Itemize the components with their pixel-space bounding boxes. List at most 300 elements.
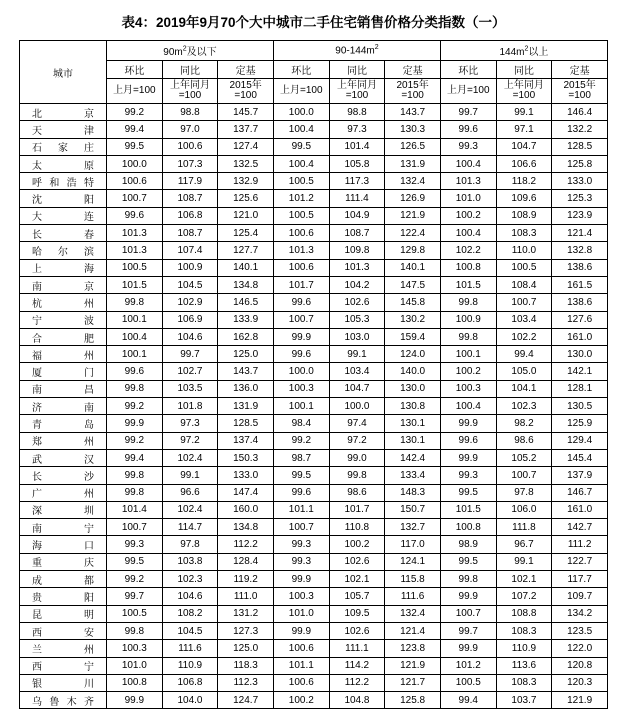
value-cell: 99.8 (107, 294, 163, 311)
city-name: 呼和浩特 (32, 177, 94, 189)
value-cell: 103.8 (162, 553, 218, 570)
city-name: 哈尔滨 (32, 247, 94, 259)
value-cell: 101.2 (273, 190, 329, 207)
city-name: 南宁 (32, 523, 94, 535)
value-cell: 101.3 (329, 259, 385, 276)
value-cell: 132.4 (385, 605, 441, 622)
value-cell: 101.5 (440, 276, 496, 293)
table-row (20, 674, 608, 691)
value-cell: 112.3 (218, 674, 274, 691)
header-group-1-pre: 90-144m (335, 45, 375, 57)
value-cell: 132.5 (218, 155, 274, 172)
value-cell: 99.6 (107, 207, 163, 224)
value-cell: 97.2 (162, 432, 218, 449)
value-cell: 97.3 (162, 415, 218, 432)
value-cell: 131.2 (218, 605, 274, 622)
city-name-cell (20, 657, 107, 674)
value-cell: 99.5 (440, 553, 496, 570)
table-row (20, 155, 608, 172)
value-cell: 100.6 (273, 225, 329, 242)
value-cell: 108.9 (496, 207, 552, 224)
value-cell: 102.6 (329, 294, 385, 311)
value-cell: 127.7 (218, 242, 274, 259)
value-cell: 103.4 (496, 311, 552, 328)
value-cell: 145.7 (218, 104, 274, 121)
city-name-cell (20, 155, 107, 172)
header-sub-0-1: 同比 (162, 61, 218, 79)
value-cell: 101.7 (329, 501, 385, 518)
value-cell: 104.0 (162, 692, 218, 709)
value-cell: 99.9 (440, 415, 496, 432)
table-row (20, 225, 608, 242)
table-header (20, 41, 608, 104)
table-row (20, 173, 608, 190)
table-row (20, 449, 608, 466)
value-cell: 99.5 (440, 484, 496, 501)
value-cell: 111.8 (496, 519, 552, 536)
city-name: 杭州 (32, 298, 94, 310)
city-name: 兰州 (32, 644, 94, 656)
table-row (20, 415, 608, 432)
value-cell: 142.1 (552, 363, 608, 380)
value-cell: 100.5 (273, 207, 329, 224)
value-cell: 146.5 (218, 294, 274, 311)
value-cell: 99.8 (107, 380, 163, 397)
value-cell: 99.5 (273, 467, 329, 484)
value-cell: 134.8 (218, 519, 274, 536)
value-cell: 104.1 (496, 380, 552, 397)
value-cell: 124.7 (218, 692, 274, 709)
value-cell: 99.9 (273, 571, 329, 588)
value-cell: 99.2 (107, 398, 163, 415)
table-row (20, 605, 608, 622)
value-cell: 99.6 (107, 363, 163, 380)
value-cell: 110.0 (496, 242, 552, 259)
value-cell: 106.8 (162, 207, 218, 224)
value-cell: 129.4 (552, 432, 608, 449)
city-name-cell (20, 622, 107, 639)
value-cell: 100.9 (440, 311, 496, 328)
value-cell: 133.9 (218, 311, 274, 328)
value-cell: 133.0 (552, 173, 608, 190)
value-cell: 106.8 (162, 674, 218, 691)
value-cell: 147.4 (218, 484, 274, 501)
city-name: 银川 (32, 679, 94, 691)
value-cell: 130.3 (385, 121, 441, 138)
city-name: 武汉 (32, 454, 94, 466)
value-cell: 99.8 (107, 467, 163, 484)
table-row (20, 588, 608, 605)
value-cell: 99.1 (162, 467, 218, 484)
value-cell: 138.6 (552, 259, 608, 276)
value-cell: 125.8 (385, 692, 441, 709)
value-cell: 122.0 (552, 640, 608, 657)
value-cell: 121.4 (552, 225, 608, 242)
value-cell: 162.8 (218, 328, 274, 345)
value-cell: 99.9 (273, 622, 329, 639)
value-cell: 104.9 (329, 207, 385, 224)
value-cell: 98.8 (162, 104, 218, 121)
value-cell: 100.0 (273, 363, 329, 380)
value-cell: 117.9 (162, 173, 218, 190)
value-cell: 107.3 (162, 155, 218, 172)
header-sub-2-2: 定基 (552, 61, 608, 79)
value-cell: 98.7 (273, 449, 329, 466)
city-name: 成都 (32, 575, 94, 587)
value-cell: 127.3 (218, 622, 274, 639)
value-cell: 132.8 (552, 242, 608, 259)
city-name: 西安 (32, 627, 94, 639)
value-cell: 133.4 (385, 467, 441, 484)
table-row (20, 501, 608, 518)
header-group-0-post: 及以下 (186, 47, 217, 58)
value-cell: 99.2 (273, 432, 329, 449)
value-cell: 100.2 (440, 363, 496, 380)
value-cell: 100.7 (496, 294, 552, 311)
city-name: 宁波 (32, 316, 94, 328)
value-cell: 102.3 (162, 571, 218, 588)
value-cell: 134.2 (552, 605, 608, 622)
value-cell: 104.7 (329, 380, 385, 397)
value-cell: 99.7 (107, 588, 163, 605)
value-cell: 99.8 (440, 294, 496, 311)
value-cell: 107.4 (162, 242, 218, 259)
city-name-cell (20, 294, 107, 311)
header-group-2-post: 以上 (528, 47, 549, 58)
header-base-2-2: 2015年=100 (552, 79, 608, 104)
table-row (20, 363, 608, 380)
value-cell: 97.3 (329, 121, 385, 138)
value-cell: 109.6 (496, 190, 552, 207)
value-cell: 102.4 (162, 449, 218, 466)
value-cell: 99.3 (273, 536, 329, 553)
value-cell: 128.4 (218, 553, 274, 570)
header-group-0-sup: 2 (182, 45, 187, 53)
city-name-cell (20, 207, 107, 224)
value-cell: 100.6 (273, 640, 329, 657)
value-cell: 123.9 (552, 207, 608, 224)
value-cell: 150.7 (385, 501, 441, 518)
city-name: 西宁 (32, 662, 94, 674)
city-name: 青岛 (32, 419, 94, 431)
value-cell: 97.1 (496, 121, 552, 138)
value-cell: 99.5 (107, 138, 163, 155)
header-group-1-sup: 2 (374, 44, 379, 52)
city-name: 厦门 (32, 368, 94, 380)
table-row (20, 311, 608, 328)
header-base-1-2: 2015年=100 (385, 79, 441, 104)
value-cell: 100.4 (107, 328, 163, 345)
value-cell: 127.6 (552, 311, 608, 328)
header-sub-1-2: 定基 (385, 61, 441, 79)
value-cell: 124.1 (385, 553, 441, 570)
value-cell: 130.5 (552, 398, 608, 415)
city-name: 深圳 (32, 506, 94, 518)
value-cell: 100.1 (273, 398, 329, 415)
value-cell: 108.3 (496, 225, 552, 242)
value-cell: 99.6 (273, 484, 329, 501)
value-cell: 124.0 (385, 346, 441, 363)
table-row (20, 294, 608, 311)
value-cell: 108.3 (496, 622, 552, 639)
value-cell: 99.5 (107, 553, 163, 570)
value-cell: 125.0 (218, 640, 274, 657)
value-cell: 99.9 (107, 415, 163, 432)
table-row (20, 657, 608, 674)
city-name-cell (20, 605, 107, 622)
value-cell: 105.2 (496, 449, 552, 466)
city-name-cell (20, 501, 107, 518)
value-cell: 99.4 (107, 121, 163, 138)
value-cell: 125.8 (552, 155, 608, 172)
value-cell: 99.3 (440, 467, 496, 484)
value-cell: 142.4 (385, 449, 441, 466)
city-name-cell (20, 242, 107, 259)
city-name: 重庆 (32, 558, 94, 570)
table-row (20, 346, 608, 363)
value-cell: 136.0 (218, 380, 274, 397)
value-cell: 130.0 (385, 380, 441, 397)
table-row (20, 692, 608, 709)
value-cell: 102.6 (329, 553, 385, 570)
value-cell: 103.0 (329, 328, 385, 345)
value-cell: 131.9 (385, 155, 441, 172)
header-group-2-pre: 144m (499, 47, 525, 58)
value-cell: 111.6 (162, 640, 218, 657)
city-name-cell (20, 138, 107, 155)
value-cell: 102.9 (162, 294, 218, 311)
value-cell: 118.3 (218, 657, 274, 674)
value-cell: 129.8 (385, 242, 441, 259)
city-name: 沈阳 (32, 195, 94, 207)
value-cell: 146.7 (552, 484, 608, 501)
city-name: 上海 (32, 264, 94, 276)
header-sub-0-0: 环比 (107, 61, 163, 79)
city-name: 长春 (32, 229, 94, 241)
value-cell: 100.3 (273, 380, 329, 397)
header-group-1 (273, 41, 440, 61)
value-cell: 100.5 (107, 605, 163, 622)
city-name-cell (20, 380, 107, 397)
value-cell: 97.2 (329, 432, 385, 449)
value-cell: 108.7 (162, 190, 218, 207)
value-cell: 104.5 (162, 622, 218, 639)
table-row (20, 622, 608, 639)
header-row-groups (20, 41, 608, 61)
value-cell: 100.3 (273, 588, 329, 605)
value-cell: 100.7 (496, 467, 552, 484)
value-cell: 108.3 (496, 674, 552, 691)
table-row (20, 138, 608, 155)
value-cell: 101.0 (107, 657, 163, 674)
value-cell: 102.3 (496, 398, 552, 415)
value-cell: 100.6 (107, 173, 163, 190)
value-cell: 130.2 (385, 311, 441, 328)
value-cell: 99.6 (440, 432, 496, 449)
value-cell: 100.8 (440, 259, 496, 276)
value-cell: 123.5 (552, 622, 608, 639)
value-cell: 159.4 (385, 328, 441, 345)
city-name: 海口 (32, 541, 94, 553)
value-cell: 101.4 (329, 138, 385, 155)
header-row-subs (20, 61, 608, 79)
table-row (20, 398, 608, 415)
value-cell: 134.8 (218, 276, 274, 293)
value-cell: 103.7 (496, 692, 552, 709)
value-cell: 123.8 (385, 640, 441, 657)
header-group-2 (440, 41, 607, 61)
city-name-cell (20, 467, 107, 484)
value-cell: 100.4 (440, 398, 496, 415)
value-cell: 114.7 (162, 519, 218, 536)
header-base-0-0: 上月=100 (107, 79, 163, 104)
value-cell: 128.1 (552, 380, 608, 397)
value-cell: 100.1 (107, 346, 163, 363)
value-cell: 131.9 (218, 398, 274, 415)
table-row (20, 484, 608, 501)
value-cell: 130.8 (385, 398, 441, 415)
value-cell: 161.0 (552, 501, 608, 518)
city-name-cell (20, 173, 107, 190)
value-cell: 125.4 (218, 225, 274, 242)
value-cell: 137.7 (218, 121, 274, 138)
value-cell: 145.8 (385, 294, 441, 311)
value-cell: 97.0 (162, 121, 218, 138)
value-cell: 101.3 (107, 225, 163, 242)
value-cell: 109.8 (329, 242, 385, 259)
value-cell: 128.5 (552, 138, 608, 155)
city-name: 石家庄 (32, 143, 94, 155)
value-cell: 99.6 (273, 346, 329, 363)
city-name-cell (20, 692, 107, 709)
city-name: 贵阳 (32, 592, 94, 604)
value-cell: 100.4 (273, 155, 329, 172)
city-name: 福州 (32, 350, 94, 362)
value-cell: 99.4 (440, 692, 496, 709)
value-cell: 99.2 (107, 104, 163, 121)
value-cell: 160.0 (218, 501, 274, 518)
value-cell: 99.3 (440, 138, 496, 155)
value-cell: 101.1 (273, 501, 329, 518)
header-group-2-sup: 2 (524, 45, 529, 53)
table-row (20, 242, 608, 259)
value-cell: 110.8 (329, 519, 385, 536)
value-cell: 99.0 (329, 449, 385, 466)
header-base-1-0: 上月=100 (273, 79, 329, 104)
value-cell: 103.4 (329, 363, 385, 380)
value-cell: 100.6 (273, 259, 329, 276)
value-cell: 108.7 (329, 225, 385, 242)
value-cell: 99.8 (440, 328, 496, 345)
value-cell: 100.4 (273, 121, 329, 138)
value-cell: 98.8 (329, 104, 385, 121)
value-cell: 104.7 (496, 138, 552, 155)
city-name-cell (20, 519, 107, 536)
value-cell: 103.5 (162, 380, 218, 397)
value-cell: 99.6 (273, 294, 329, 311)
value-cell: 109.7 (552, 588, 608, 605)
value-cell: 100.6 (162, 138, 218, 155)
city-name-cell (20, 415, 107, 432)
header-sub-2-0: 环比 (440, 61, 496, 79)
value-cell: 102.1 (329, 571, 385, 588)
value-cell: 140.0 (385, 363, 441, 380)
value-cell: 99.7 (440, 104, 496, 121)
value-cell: 100.7 (107, 190, 163, 207)
value-cell: 121.0 (218, 207, 274, 224)
value-cell: 108.4 (496, 276, 552, 293)
value-cell: 143.7 (218, 363, 274, 380)
value-cell: 100.7 (273, 311, 329, 328)
value-cell: 97.4 (329, 415, 385, 432)
value-cell: 121.9 (552, 692, 608, 709)
value-cell: 126.9 (385, 190, 441, 207)
city-name: 南昌 (32, 385, 94, 397)
value-cell: 104.8 (329, 692, 385, 709)
city-name-cell (20, 432, 107, 449)
value-cell: 101.7 (273, 276, 329, 293)
value-cell: 100.2 (329, 536, 385, 553)
value-cell: 114.2 (329, 657, 385, 674)
value-cell: 118.2 (496, 173, 552, 190)
value-cell: 99.9 (440, 640, 496, 657)
value-cell: 101.4 (107, 501, 163, 518)
header-city: 城市 (20, 41, 107, 104)
value-cell: 104.6 (162, 328, 218, 345)
value-cell: 96.6 (162, 484, 218, 501)
value-cell: 110.9 (162, 657, 218, 674)
value-cell: 101.0 (440, 190, 496, 207)
value-cell: 101.3 (107, 242, 163, 259)
value-cell: 110.9 (496, 640, 552, 657)
value-cell: 97.8 (162, 536, 218, 553)
value-cell: 98.9 (440, 536, 496, 553)
value-cell: 117.3 (329, 173, 385, 190)
header-base-1-1: 上年同月=100 (329, 79, 385, 104)
city-name-cell (20, 588, 107, 605)
value-cell: 100.2 (440, 207, 496, 224)
value-cell: 111.2 (552, 536, 608, 553)
value-cell: 121.7 (385, 674, 441, 691)
value-cell: 99.8 (440, 571, 496, 588)
table-row (20, 536, 608, 553)
city-name-cell (20, 121, 107, 138)
table-row (20, 380, 608, 397)
value-cell: 137.4 (218, 432, 274, 449)
value-cell: 127.4 (218, 138, 274, 155)
city-name-cell (20, 328, 107, 345)
header-base-0-1: 上年同月=100 (162, 79, 218, 104)
value-cell: 101.3 (273, 242, 329, 259)
value-cell: 150.3 (218, 449, 274, 466)
value-cell: 128.5 (218, 415, 274, 432)
value-cell: 106.0 (496, 501, 552, 518)
value-cell: 120.3 (552, 674, 608, 691)
value-cell: 99.7 (162, 346, 218, 363)
value-cell: 99.4 (496, 346, 552, 363)
value-cell: 101.5 (107, 276, 163, 293)
city-name-cell (20, 553, 107, 570)
city-name-cell (20, 346, 107, 363)
value-cell: 133.0 (218, 467, 274, 484)
value-cell: 120.8 (552, 657, 608, 674)
value-cell: 106.6 (496, 155, 552, 172)
value-cell: 100.8 (107, 674, 163, 691)
value-cell: 99.9 (440, 449, 496, 466)
value-cell: 132.9 (218, 173, 274, 190)
value-cell: 121.4 (385, 622, 441, 639)
value-cell: 111.1 (329, 640, 385, 657)
